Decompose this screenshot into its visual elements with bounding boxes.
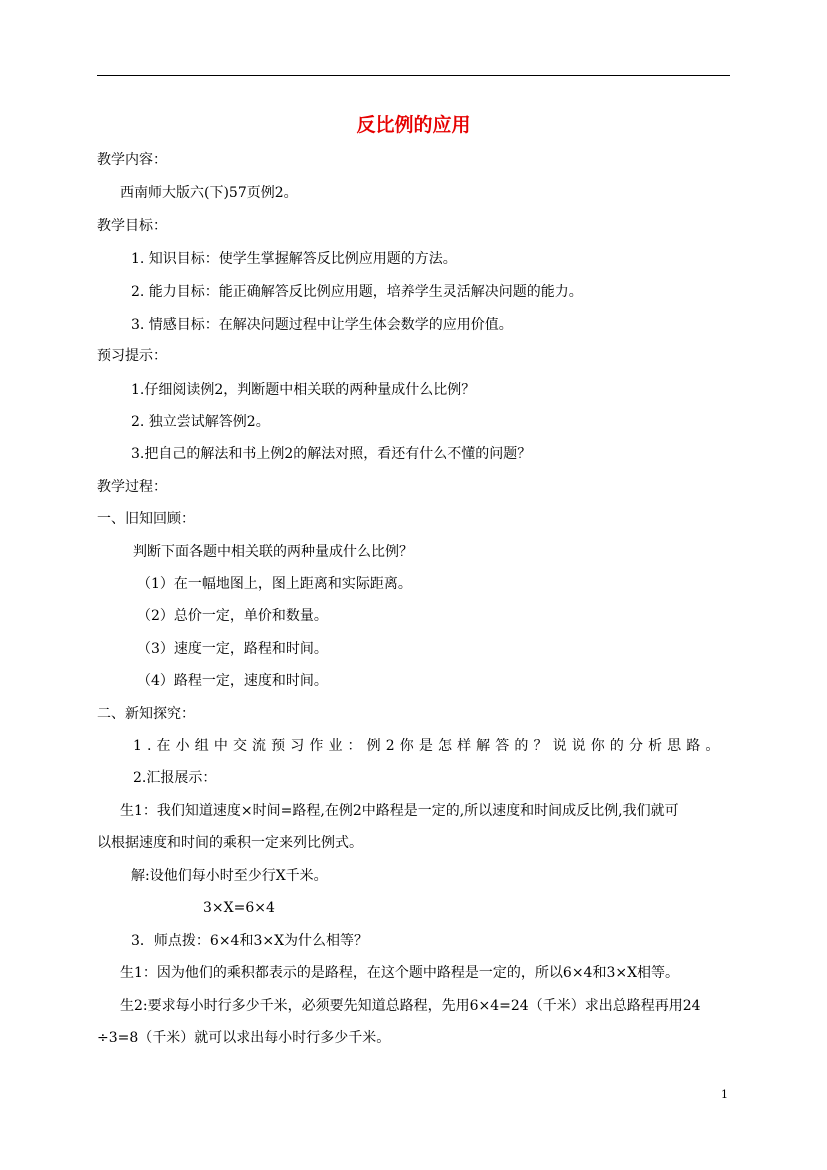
heading-preview-tips: 预习提示： xyxy=(97,348,167,364)
heading-teaching-content: 教学内容： xyxy=(97,152,167,168)
header-rule xyxy=(97,75,730,76)
heading-teaching-process: 教学过程： xyxy=(97,479,167,495)
goal-item-3: 3. 情感目标：在解决问题过程中让学生体会数学的应用价值。 xyxy=(131,317,513,333)
explore-item-2: 2.汇报展示： xyxy=(133,770,217,786)
goal-item-2: 2. 能力目标：能正确解答反比例应用题，培养学生灵活解决问题的能力。 xyxy=(131,284,583,300)
student1-answer-line1: 生1：我们知道速度×时间=路程,在例2中路程是一定的,所以速度和时间成反比例,我们就可 xyxy=(120,803,679,819)
goal-item-1: 1. 知识目标：使学生掌握解答反比例应用题的方法。 xyxy=(131,251,457,267)
review-item-3: （3）速度一定，路程和时间。 xyxy=(137,641,328,657)
student1-answer-line2: 以根据速度和时间的乘积一定来列比例式。 xyxy=(97,835,363,851)
solution-line: 解:设他们每小时至少行X千米。 xyxy=(131,868,328,884)
student2-answer-line2: ÷3=8（千米）就可以求出每小时行多少千米。 xyxy=(97,1030,391,1046)
student1-reply-line: 生1：因为他们的乘积都表示的是路程，在这个题中路程是一定的，所以6×4和3×X相等。 xyxy=(120,965,680,981)
section-explore-heading: 二、新知探究： xyxy=(97,706,195,722)
equation-line: 3×X=6×4 xyxy=(203,900,275,916)
review-item-4: （4）路程一定，速度和时间。 xyxy=(137,673,328,689)
section-review-heading: 一、旧知回顾： xyxy=(97,511,195,527)
review-intro: 判断下面各题中相关联的两种量成什么比例？ xyxy=(133,544,413,560)
content-text: 西南师大版六(下)57页例2。 xyxy=(120,185,298,201)
document-title: 反比例的应用 xyxy=(356,114,471,136)
preview-item-2: 2. 独立尝试解答例2。 xyxy=(131,414,270,430)
page-number: 1 xyxy=(721,1088,728,1101)
review-item-1: （1）在一幅地图上，图上距离和实际距离。 xyxy=(137,576,412,592)
student2-answer-line1: 生2:要求每小时行多少千米，必须要先知道总路程，先用6×4=24（千米）求出总路程再用24 xyxy=(120,998,701,1014)
explore-item-1: 1.在小组中交流预习作业：例2你是怎样解答的？说说你的分析思路。 xyxy=(133,738,725,754)
preview-item-3: 3.把自己的解法和书上例2的解法对照，看还有什么不懂的问题？ xyxy=(131,446,532,462)
review-item-2: （2）总价一定，单价和数量。 xyxy=(137,608,328,624)
teacher-point-line: 3．师点拨：6×4和3×X为什么相等？ xyxy=(131,933,369,949)
heading-teaching-goals: 教学目标： xyxy=(97,218,167,234)
preview-item-1: 1.仔细阅读例2，判断题中相关联的两种量成什么比例？ xyxy=(131,382,476,398)
